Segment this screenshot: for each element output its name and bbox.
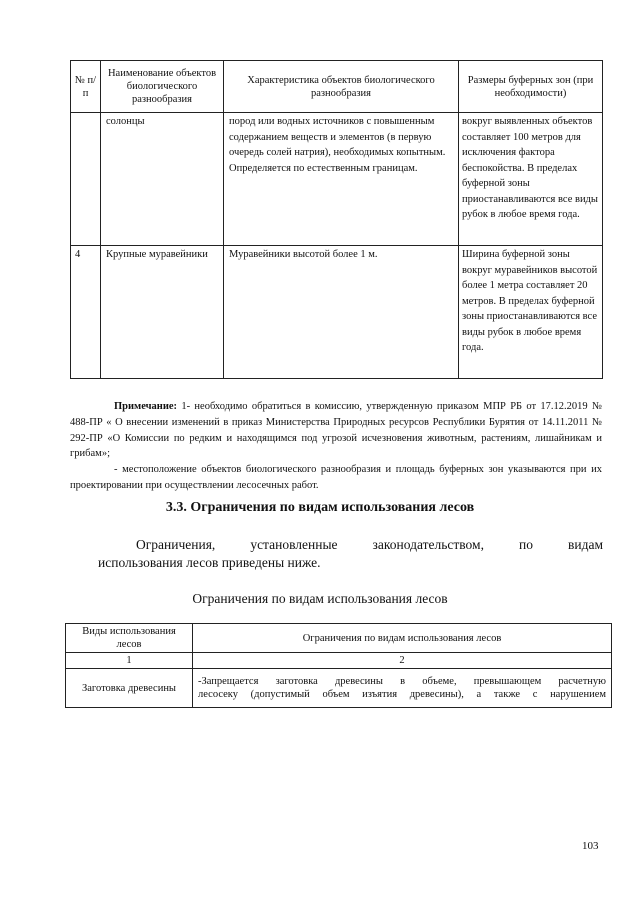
note-label: Примечание: [114, 401, 178, 412]
header-restrictions: Ограничения по видам использования лесов [193, 624, 612, 653]
section-heading: 3.3. Ограничения по видам использования лесов [165, 500, 475, 515]
word: Ограничения, [136, 537, 216, 552]
header-buffer: Размеры буферных зон (при необходимости) [459, 61, 603, 113]
cell-use-type: Заготовка древесины [66, 669, 193, 708]
cell-num: 4 [71, 246, 101, 379]
paragraph-line-2: использования лесов приведены ниже. [98, 555, 321, 570]
forest-use-restrictions-table [65, 623, 612, 708]
header-num: № п/п [71, 61, 101, 113]
restriction-line-2: лесосеку (допустимый объем изъятия древесины), а также с нарушением [198, 689, 606, 700]
cell-num [71, 113, 101, 246]
section-paragraph [98, 536, 603, 572]
cell-characteristic: пород или водных источников с повышенным содержанием веществ и элементов (в первую очередь солей натрия), необходимых копытным. Определяется по естественным границам. [224, 113, 459, 246]
header-use-type: Виды использования лесов [66, 624, 193, 653]
cell-restriction [193, 669, 612, 708]
cell-buffer: Ширина буферной зоны вокруг муравейников высотой более 1 метра составляет 20 метров. В пределах буферной зоны приостанавливаются все виды рубок в любое время года. [459, 246, 603, 379]
table-row [66, 669, 612, 708]
page-number: 103 [582, 840, 599, 852]
note-item-1 [70, 399, 602, 462]
note-block [70, 399, 602, 494]
cell-buffer: вокруг выявленных объектов составляет 100 метров для исключения фактора беспокойства. В пределах буферной зоны приостанавливаются все виды рубок в любое время года. [459, 113, 603, 246]
cell-name: Крупные муравейники [101, 246, 224, 379]
word: видам [567, 537, 603, 552]
table-header-row [71, 61, 603, 113]
column-number-row [66, 653, 612, 669]
table-row [71, 246, 603, 379]
header-name: Наименование объектов биологического разнообразия [101, 61, 224, 113]
note-item-2: - местоположение объектов биологического разнообразия и площадь буферных зон указываются при их проектировании при осуществлении лесосечных работ. [70, 464, 602, 491]
col-number-1: 1 [66, 653, 193, 669]
table-header-row [66, 624, 612, 653]
header-characteristic: Характеристика объектов биологического разнообразия [224, 61, 459, 113]
table-caption: Ограничения по видам использования лесов [192, 591, 448, 606]
note-item-1-text: 1- необходимо обратиться в комиссию, утвержденную приказом МПР РБ от 17.12.2019 № 488-ПР « О внесении изменений в приказ Министерства Природных ресурсов Республики Бурятия от 14.11.2011 № 292-ПР «О Комиссии по редким и находящимся под угрозой исчезновения животным, растениям, лишайникам и грибам»; [70, 401, 602, 460]
cell-name: солонцы [101, 113, 224, 246]
restriction-line-1: -Запрещается заготовка древесины в объеме, превышающем расчетную [198, 676, 606, 687]
word: законодательством, [372, 537, 484, 552]
cell-characteristic: Муравейники высотой более 1 м. [224, 246, 459, 379]
word: установленные [250, 537, 338, 552]
table-row [71, 113, 603, 246]
paragraph-line-1 [98, 536, 603, 554]
word: по [518, 537, 533, 552]
biodiversity-table [70, 60, 603, 379]
col-number-2: 2 [193, 653, 612, 669]
